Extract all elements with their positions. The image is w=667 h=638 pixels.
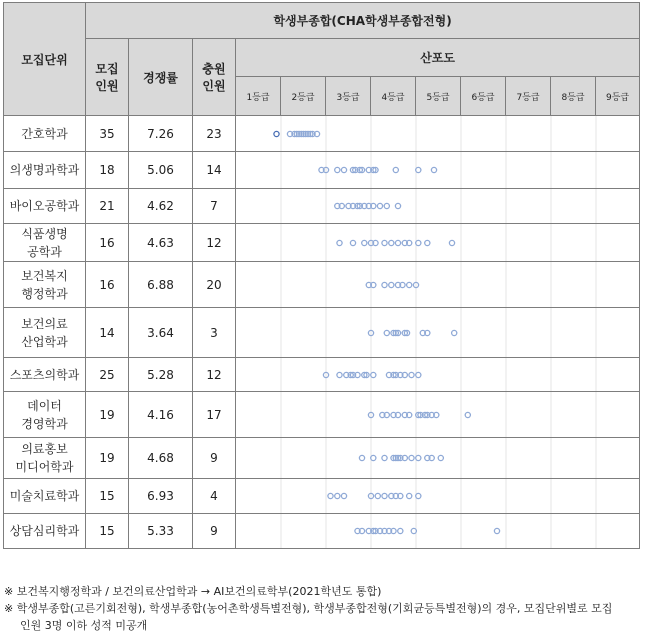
score-point (425, 240, 430, 245)
ratio-header: 경쟁률 (129, 39, 193, 116)
table-row (4, 116, 640, 152)
recruit-count: 35 (86, 116, 129, 152)
fill-count: 3 (193, 308, 236, 358)
dept-name (4, 116, 86, 152)
scatter-plot (236, 514, 640, 548)
fill-count: 14 (193, 152, 236, 189)
dept-name-line: 산업학과 (21, 334, 68, 349)
scatter-plot (236, 308, 640, 357)
footnote-2: ※ 학생부종합(고른기회전형), 학생부종합(농어촌학생특별전형), 학생부종합전형(기회균등특별전형)의 경우, 모집단위별로 모집 (4, 602, 613, 615)
grade-2: 2등급 (281, 77, 326, 116)
table-row (4, 479, 640, 514)
fill-count: 17 (193, 392, 236, 438)
dept-name (4, 438, 86, 479)
score-point (359, 455, 364, 460)
footnotes (4, 583, 664, 634)
score-point (375, 493, 380, 498)
scatter-plot-cell (236, 152, 640, 189)
dept-name-line: 상담심리학과 (9, 524, 80, 538)
score-point (382, 282, 387, 287)
fill-count: 20 (193, 262, 236, 308)
score-point (409, 455, 414, 460)
table-row (4, 152, 640, 189)
score-point (341, 167, 346, 172)
score-point (328, 493, 333, 498)
score-point (452, 330, 457, 335)
score-point (398, 528, 403, 533)
grade-3: 3등급 (326, 77, 371, 116)
fill-count: 12 (193, 358, 236, 392)
table-row (4, 262, 640, 308)
fill-count: 7 (193, 189, 236, 224)
scatter-plot-cell (236, 116, 640, 152)
score-point (335, 167, 340, 172)
grade-8: 8등급 (551, 77, 596, 116)
recruit-count: 14 (86, 308, 129, 358)
grade-7: 7등급 (506, 77, 551, 116)
competition-ratio: 5.33 (129, 514, 193, 549)
competition-ratio: 4.16 (129, 392, 193, 438)
grade-4: 4등급 (371, 77, 416, 116)
dept-name-line: 미술치료학과 (9, 489, 80, 503)
dept-name-line: 바이오공학과 (9, 199, 80, 213)
score-point (431, 167, 436, 172)
dept-name-line: 식품생명 (21, 226, 68, 241)
competition-ratio: 6.88 (129, 262, 193, 308)
recruit-count: 15 (86, 479, 129, 514)
fill-header-line1: 충원 (202, 62, 226, 76)
competition-ratio: 3.64 (129, 308, 193, 358)
dept-name-line: 보건의료 (21, 316, 68, 331)
scatter-plot (236, 358, 640, 391)
score-point (350, 240, 355, 245)
dept-name-line: 데이터 (27, 398, 62, 413)
dept-name (4, 358, 86, 392)
score-point (362, 240, 367, 245)
score-point (389, 282, 394, 287)
scatter-plot (236, 224, 640, 261)
scatter-header: 산포도 (236, 39, 640, 77)
fill-count: 12 (193, 224, 236, 262)
score-point (409, 372, 414, 377)
recruit-count: 19 (86, 392, 129, 438)
competition-ratio: 4.63 (129, 224, 193, 262)
recruit-count: 21 (86, 189, 129, 224)
score-point (465, 412, 470, 417)
dept-name-line: 행정학과 (21, 286, 68, 301)
competition-ratio: 7.26 (129, 116, 193, 152)
recruit-count: 19 (86, 438, 129, 479)
dept-name (4, 189, 86, 224)
scatter-plot-cell (236, 438, 640, 479)
fill-count: 4 (193, 479, 236, 514)
fill-count: 23 (193, 116, 236, 152)
dept-name-line: 의료홍보 (21, 442, 68, 456)
fill-header-line2: 인원 (202, 79, 226, 93)
fill-count: 9 (193, 438, 236, 479)
scatter-plot (236, 479, 640, 513)
scatter-plot (236, 438, 640, 478)
score-point (341, 493, 346, 498)
dept-name-line: 의생명과학과 (9, 163, 80, 177)
scatter-plot (236, 116, 640, 151)
score-point (382, 240, 387, 245)
table-row (4, 438, 640, 479)
recruit-header-line2: 인원 (95, 79, 119, 93)
grade-6: 6등급 (461, 77, 506, 116)
score-point (393, 167, 398, 172)
dept-name-line: 스포츠의학과 (9, 367, 80, 382)
scatter-plot-cell (236, 189, 640, 224)
score-point (407, 493, 412, 498)
competition-ratio: 5.28 (129, 358, 193, 392)
dept-name (4, 152, 86, 189)
scatter-plot-cell (236, 514, 640, 549)
scatter-plot-cell (236, 262, 640, 308)
score-point (395, 203, 400, 208)
grade-5: 5등급 (416, 77, 461, 116)
scatter-plot-cell (236, 479, 640, 514)
dept-name (4, 479, 86, 514)
dept-name (4, 224, 86, 262)
competition-ratio: 6.93 (129, 479, 193, 514)
score-point (335, 493, 340, 498)
fill-header (193, 39, 236, 116)
footnote-1: ※ 보건복지행정학과 / 보건의료산업학과 → AI보건의료학부(2021학년도 통합) (4, 585, 382, 598)
score-point (395, 240, 400, 245)
table-row (4, 189, 640, 224)
score-point (389, 240, 394, 245)
score-point (337, 240, 342, 245)
competition-ratio: 4.68 (129, 438, 193, 479)
score-point (438, 455, 443, 460)
score-point (274, 131, 279, 136)
recruit-header (86, 39, 129, 116)
dept-name (4, 262, 86, 308)
recruit-count: 16 (86, 262, 129, 308)
score-point (382, 493, 387, 498)
scatter-plot-cell (236, 224, 640, 262)
grade-9: 9등급 (596, 77, 640, 116)
recruit-header-line1: 모집 (95, 62, 119, 76)
score-point (377, 203, 382, 208)
fill-count: 9 (193, 514, 236, 549)
group-title-header: 학생부종합(CHA학생부종합전형) (86, 3, 640, 39)
table-row (4, 392, 640, 438)
dept-name-line: 공학과 (27, 244, 62, 259)
scatter-plot (236, 152, 640, 188)
score-point (384, 330, 389, 335)
recruit-count: 18 (86, 152, 129, 189)
admission-results-table (3, 2, 640, 549)
recruit-count: 15 (86, 514, 129, 549)
scatter-plot-cell (236, 308, 640, 358)
score-point (384, 203, 389, 208)
unit-header: 모집단위 (4, 3, 86, 116)
table-row (4, 308, 640, 358)
dept-name-line: 간호학과 (21, 126, 68, 141)
table-row (4, 224, 640, 262)
dept-name-line: 미디어학과 (15, 460, 74, 474)
score-point (449, 240, 454, 245)
dept-name-line: 경영학과 (21, 416, 68, 431)
recruit-count: 16 (86, 224, 129, 262)
score-point (382, 455, 387, 460)
scatter-plot-cell (236, 392, 640, 438)
scatter-plot (236, 262, 640, 307)
recruit-count: 25 (86, 358, 129, 392)
dept-name (4, 308, 86, 358)
dept-name (4, 514, 86, 549)
scatter-plot (236, 392, 640, 437)
score-point (407, 282, 412, 287)
footnote-2-continued: 인원 3명 이하 성적 미공개 (20, 619, 148, 632)
score-point (494, 528, 499, 533)
score-point (337, 372, 342, 377)
dept-name (4, 392, 86, 438)
table-row (4, 358, 640, 392)
dept-name-line: 보건복지 (21, 268, 68, 283)
competition-ratio: 5.06 (129, 152, 193, 189)
scatter-plot (236, 189, 640, 223)
competition-ratio: 4.62 (129, 189, 193, 224)
scatter-plot-cell (236, 358, 640, 392)
table-row (4, 514, 640, 549)
grade-1: 1등급 (236, 77, 281, 116)
